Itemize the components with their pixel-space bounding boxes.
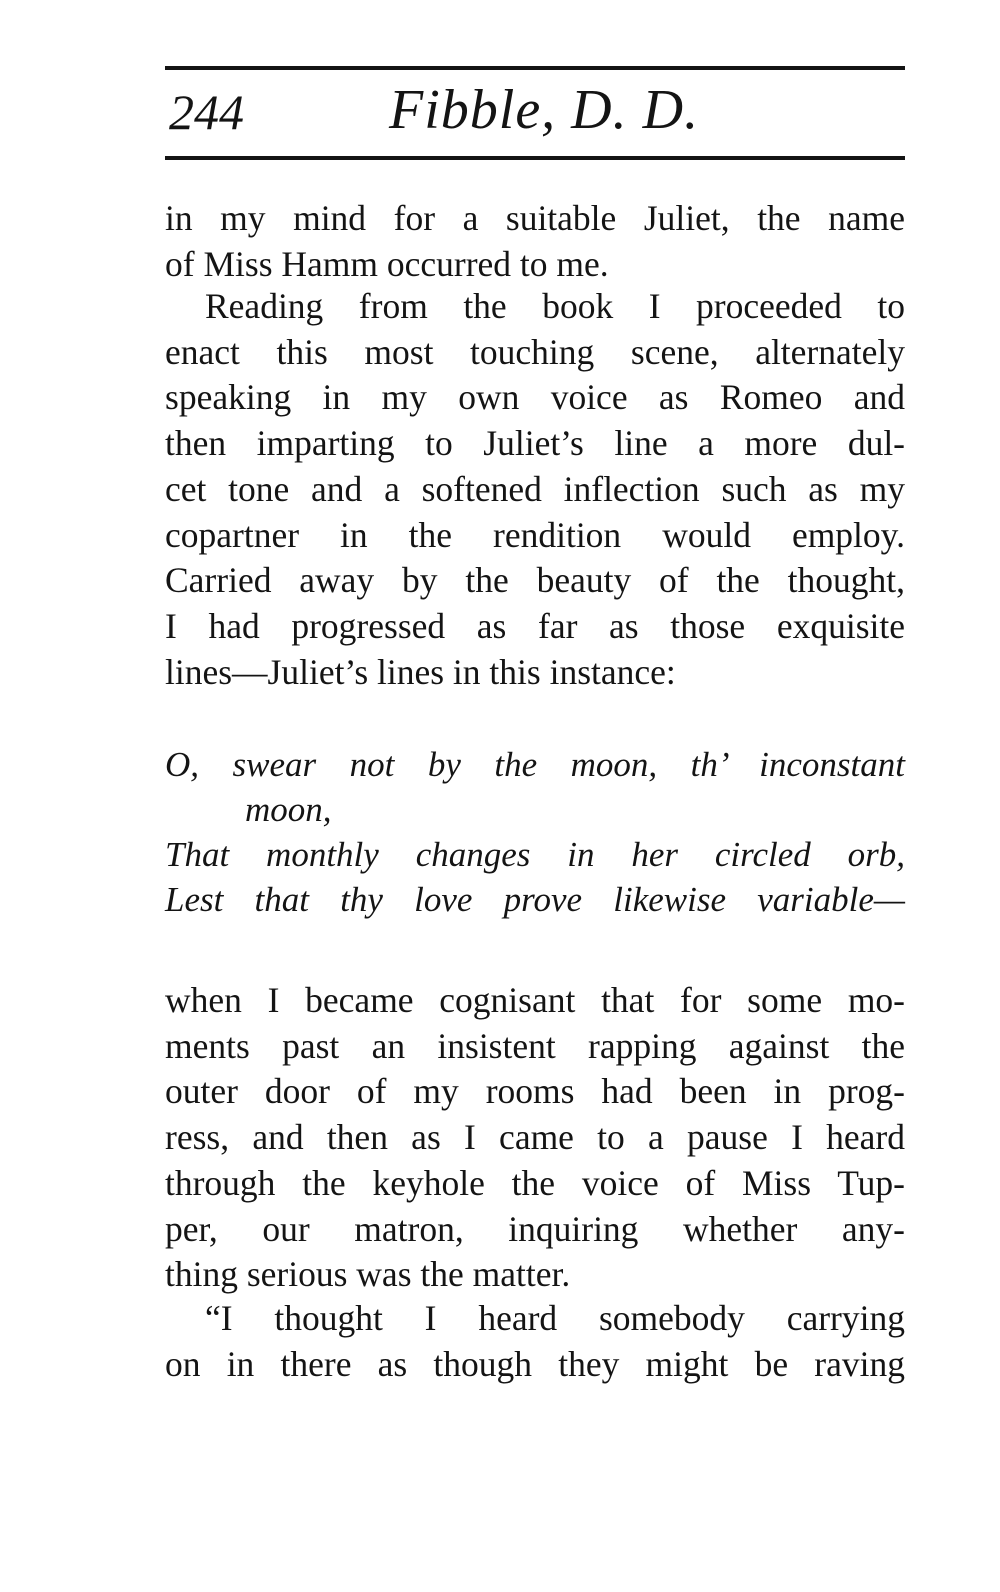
text-line: when I became cognisant that for some mo- — [165, 980, 905, 1020]
text-line: on in there as though they might be raving — [165, 1343, 905, 1384]
text-line: I had progressed as far as those exquisite — [165, 605, 905, 646]
text-line: outer door of my rooms had been in prog- — [165, 1071, 905, 1112]
text-line: “I thought I heard somebody carrying — [205, 1298, 905, 1338]
text-line: enact this most touching scene, alternately — [165, 331, 905, 372]
running-title: Fibble, D. D. — [389, 79, 700, 141]
text-line: cet tone and a softened inflection such as my — [165, 468, 905, 509]
text-line: lines—Juliet’s lines in this instance: — [165, 651, 676, 692]
verse-quotation — [165, 742, 905, 922]
text-line: Carried away by the beauty of the thought, — [165, 560, 905, 601]
text-line: thing serious was the matter. — [165, 1254, 571, 1295]
text-line: through the keyhole the voice of Miss Tup- — [165, 1162, 905, 1203]
page-number: 244 — [169, 84, 244, 140]
verse-line: That monthly changes in her circled orb, — [165, 835, 905, 874]
text-line: copartner in the rendition would employ. — [165, 514, 905, 555]
book-page — [165, 0, 905, 1592]
text-line: in my mind for a suitable Juliet, the name — [165, 198, 905, 238]
text-line: of Miss Hamm occurred to me. — [165, 243, 609, 284]
text-line: Reading from the book I proceeded to — [205, 286, 905, 326]
paragraph-reading — [165, 284, 905, 695]
text-line: ress, and then as I came to a pause I heard — [165, 1117, 905, 1158]
paragraph-continuation — [165, 196, 905, 287]
verse-line: moon, — [245, 790, 332, 829]
verse-line: Lest that thy love prove likewise variable— — [165, 880, 905, 919]
paragraph-rapping — [165, 978, 905, 1298]
page-header — [165, 74, 905, 152]
text-line: then imparting to Juliet’s line a more dul- — [165, 423, 905, 464]
text-line: per, our matron, inquiring whether any- — [165, 1208, 905, 1249]
text-line: ments past an insistent rapping against the — [165, 1025, 905, 1066]
paragraph-dialogue — [165, 1296, 905, 1387]
header-top-rule — [165, 66, 905, 70]
verse-line: O, swear not by the moon, th’ inconstant — [165, 745, 905, 784]
text-line: speaking in my own voice as Romeo and — [165, 377, 905, 418]
header-bottom-rule — [165, 156, 905, 160]
